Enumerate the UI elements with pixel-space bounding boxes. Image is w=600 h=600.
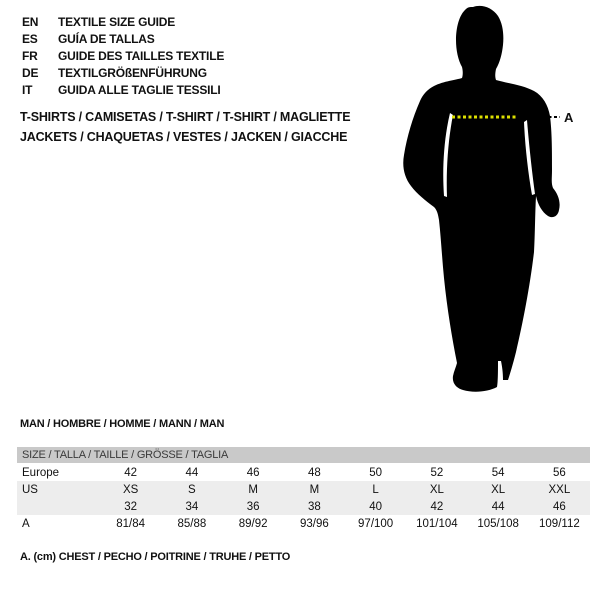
table-cell: 38 xyxy=(307,500,321,513)
language-row-fr xyxy=(22,47,224,64)
language-label: TEXTILE SIZE GUIDE xyxy=(58,14,176,29)
section-heading-man: MAN / HOMBRE / HOMME / MANN / MAN xyxy=(20,418,225,430)
table-cell: 32 xyxy=(124,500,138,513)
language-row-de xyxy=(22,64,224,81)
language-label: GUÍA DE TALLAS xyxy=(58,31,155,46)
size-table xyxy=(17,447,590,532)
table-cell: 42 xyxy=(430,500,444,513)
row-label: US xyxy=(22,483,38,496)
category-tshirts: T-SHIRTS / CAMISETAS / T-SHIRT / T-SHIRT / MAGLIETTE xyxy=(20,110,351,124)
table-cell: M xyxy=(248,483,258,496)
language-label: GUIDE DES TAILLES TEXTILE xyxy=(58,48,225,63)
table-cell: 44 xyxy=(185,466,199,479)
table-cell: S xyxy=(188,483,196,496)
table-cell: XXL xyxy=(548,483,571,496)
language-row-it xyxy=(22,81,224,98)
size-table-header: SIZE / TALLA / TAILLE / GRÖSSE / TAGLIA xyxy=(17,447,590,463)
category-jackets: JACKETS / CHAQUETAS / VESTES / JACKEN / GIACCHE xyxy=(20,130,348,144)
table-cell: 105/108 xyxy=(477,517,519,530)
table-cell: 81/84 xyxy=(116,517,146,530)
table-cell: 85/88 xyxy=(177,517,207,530)
language-label: GUIDA ALLE TAGLIE TESSILI xyxy=(58,82,221,97)
measure-label-a: A xyxy=(564,110,574,125)
table-cell: 56 xyxy=(552,466,566,479)
table-cell: 97/100 xyxy=(358,517,394,530)
table-cell: 54 xyxy=(491,466,505,479)
table-cell: XL xyxy=(491,483,506,496)
man-silhouette-figure xyxy=(400,0,600,410)
language-code: FR xyxy=(22,48,38,63)
table-cell: XS xyxy=(122,483,139,496)
table-cell: 50 xyxy=(369,466,383,479)
language-row-en xyxy=(22,13,224,30)
table-cell: 40 xyxy=(369,500,383,513)
row-label: Europe xyxy=(22,466,60,479)
table-cell: XL xyxy=(429,483,444,496)
table-cell: 46 xyxy=(246,466,260,479)
table-row-a-chest xyxy=(17,515,590,532)
man-silhouette xyxy=(403,6,559,392)
table-row-uk xyxy=(17,498,590,515)
table-cell: 101/104 xyxy=(416,517,458,530)
table-cell: 36 xyxy=(246,500,260,513)
table-cell: 48 xyxy=(307,466,321,479)
language-code: IT xyxy=(22,82,33,97)
table-cell: 52 xyxy=(430,466,444,479)
table-row-europe xyxy=(17,464,590,481)
language-list xyxy=(22,13,224,98)
table-cell: 34 xyxy=(185,500,199,513)
table-cell: 42 xyxy=(124,466,138,479)
language-row-es xyxy=(22,30,224,47)
table-cell: 44 xyxy=(491,500,505,513)
language-label: TEXTILGRÖßENFÜHRUNG xyxy=(58,65,207,80)
table-cell: L xyxy=(372,483,379,496)
table-cell: M xyxy=(309,483,320,496)
language-code: EN xyxy=(22,14,39,29)
table-cell: 46 xyxy=(552,500,566,513)
table-cell: 109/112 xyxy=(539,517,580,530)
table-cell: 93/96 xyxy=(299,517,329,530)
language-code: ES xyxy=(22,31,38,46)
table-row-us xyxy=(17,481,590,498)
measure-footnote: A. (cm) CHEST / PECHO / POITRINE / TRUHE / PETTO xyxy=(20,551,291,563)
table-cell: 89/92 xyxy=(238,517,268,530)
row-label: A xyxy=(22,517,30,530)
garment-categories xyxy=(20,107,350,147)
language-code: DE xyxy=(22,65,39,80)
